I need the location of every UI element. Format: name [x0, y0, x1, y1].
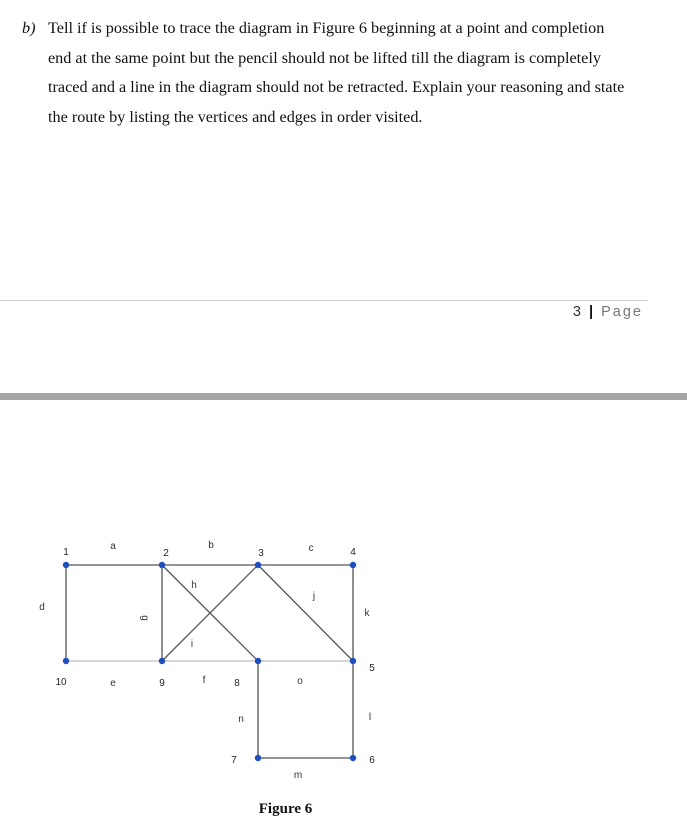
vertex-labels — [55, 547, 375, 766]
vertex-label-6: 6 — [369, 755, 375, 766]
vertex-label-7: 7 — [231, 755, 237, 766]
vertex-8 — [255, 658, 261, 664]
edge-label-d: d — [39, 602, 45, 613]
edge-label-b: b — [208, 540, 214, 551]
edge-label-n: n — [238, 714, 244, 725]
vertex-label-10: 10 — [55, 677, 67, 688]
vertex-1 — [63, 562, 69, 568]
question-line: Tell if is possible to trace the diagram in Figure 6 beginning at a point and completion — [48, 19, 605, 37]
vertex-7 — [255, 755, 261, 761]
question-line: the route by listing the vertices and edges in order visited. — [48, 107, 423, 126]
page-word: Page — [601, 304, 643, 320]
vertex-label-8: 8 — [234, 678, 240, 689]
vertex-label-4: 4 — [350, 547, 356, 558]
page-footer — [573, 304, 643, 320]
vertex-label-5: 5 — [369, 663, 375, 674]
edge-label-i: i — [190, 639, 194, 650]
vertex-label-1: 1 — [63, 547, 69, 558]
vertex-6 — [350, 755, 356, 761]
edge-j — [258, 565, 353, 661]
edge-label-h: h — [191, 580, 197, 591]
footer-separator: | — [589, 304, 595, 320]
edge-label-k: k — [364, 608, 370, 619]
vertex-4 — [350, 562, 356, 568]
edge-label-c: c — [308, 543, 314, 554]
vertex-label-3: 3 — [258, 548, 264, 559]
edge-label-l: l — [368, 712, 372, 723]
question-line: end at the same point but the pencil should not be lifted till the diagram is completely — [48, 48, 601, 67]
vertex-10 — [63, 658, 69, 664]
edge-label-m: m — [293, 770, 303, 781]
edge-label-e: e — [110, 678, 116, 689]
edge-label-a: a — [110, 541, 116, 552]
question-text — [48, 14, 648, 132]
figure-caption-text: Figure 6 — [258, 801, 313, 817]
vertex-2 — [159, 562, 165, 568]
edge-label-o: o — [297, 676, 303, 687]
figure-caption — [0, 801, 687, 818]
question-line: traced and a line in the diagram should not be retracted. Explain your reasoning and state — [48, 78, 625, 96]
vertex-label-9: 9 — [159, 678, 165, 689]
graph-edges — [66, 565, 353, 758]
page-number: 3 — [572, 304, 582, 320]
edge-label-f: f — [202, 675, 206, 686]
question-marker: b) — [22, 19, 36, 37]
graph-figure — [0, 530, 687, 795]
vertex-label-2: 2 — [163, 548, 169, 559]
edge-label-g: g — [139, 615, 150, 621]
vertex-5 — [350, 658, 356, 664]
vertex-3 — [255, 562, 261, 568]
page-break-bar — [0, 393, 687, 400]
vertex-9 — [159, 658, 165, 664]
edge-label-j: j — [312, 591, 316, 602]
footer-rule — [0, 300, 648, 301]
